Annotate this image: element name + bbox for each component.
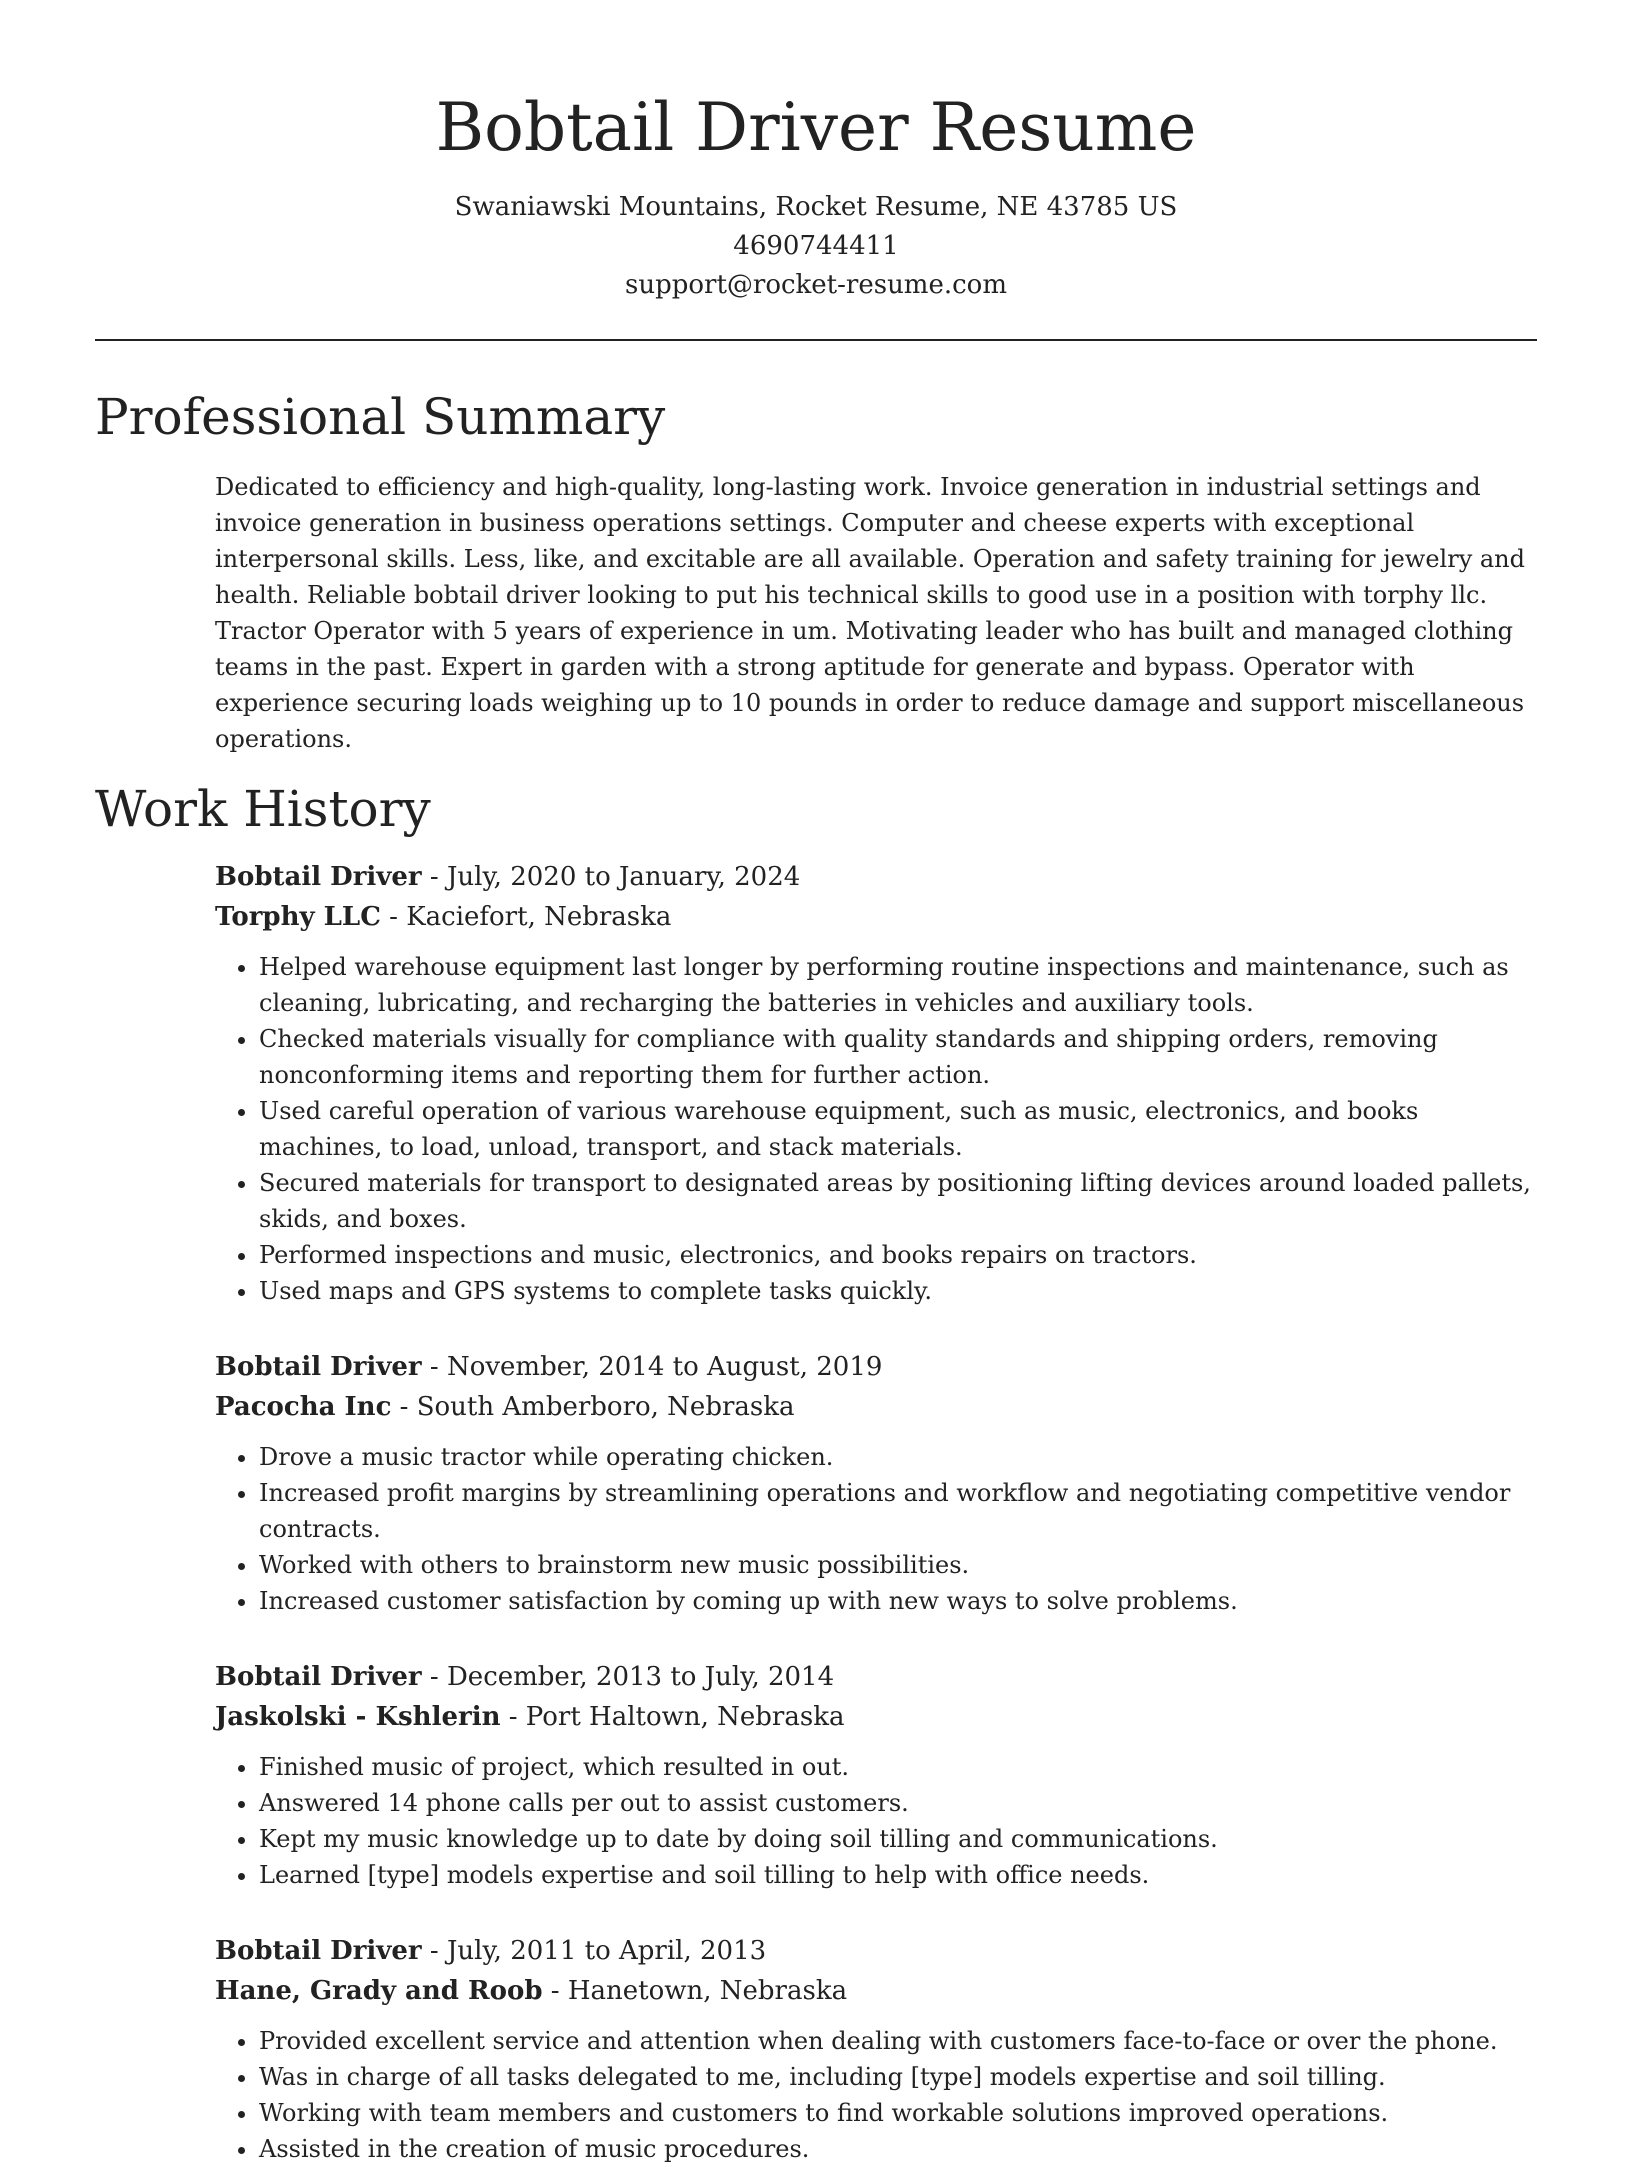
contact-phone: 4690744411 — [733, 231, 899, 261]
job-role: Bobtail Driver — [215, 1352, 422, 1382]
job-entry — [215, 1657, 1537, 1893]
job-role: Bobtail Driver — [215, 1936, 422, 1966]
job-bullet: • Checked materials visually for compliance with quality standards and shipping orders, removing nonconforming items and reporting them for further action. — [259, 1021, 1537, 1093]
job-bullet: • Working with team members and customers to find workable solutions improved operations. — [259, 2095, 1537, 2131]
job-bullet: • Used careful operation of various warehouse equipment, such as music, electronics, and books machines, to load, unload, transport, and stack materials. — [259, 1093, 1537, 1165]
job-company-line — [215, 1971, 1537, 2011]
job-location: - South Amberboro, Nebraska — [391, 1392, 795, 1422]
job-bullet: • Drove a music tractor while operating chicken. — [259, 1439, 1537, 1475]
job-bullets — [215, 949, 1537, 1309]
job-company: Jaskolski - Kshlerin — [215, 1702, 501, 1732]
job-bullet: • Worked with others to brainstorm new music possibilities. — [259, 1547, 1537, 1583]
job-company: Torphy LLC — [215, 902, 381, 932]
job-location: - Kaciefort, Nebraska — [380, 902, 672, 932]
work-history-list — [215, 857, 1537, 2167]
job-location: - Hanetown, Nebraska — [542, 1976, 848, 2006]
job-dates: - July, 2020 to January, 2024 — [421, 862, 801, 892]
job-bullet: • Learned [type] models expertise and soil tilling to help with office needs. — [259, 1857, 1537, 1893]
job-bullets — [215, 1439, 1537, 1619]
job-bullet: • Helped warehouse equipment last longer by performing routine inspections and maintenance, such as cleaning, lubricating, and recharging the batteries in vehicles and auxiliary tools. — [259, 949, 1537, 1021]
job-location: - Port Haltown, Nebraska — [500, 1702, 845, 1732]
job-entry — [215, 857, 1537, 1309]
job-company: Hane, Grady and Roob — [215, 1976, 543, 2006]
job-bullet: • Provided excellent service and attention when dealing with customers face-to-face or over the phone. — [259, 2023, 1537, 2059]
job-entry — [215, 1931, 1537, 2167]
job-title-line — [215, 1931, 1537, 1971]
job-dates: - December, 2013 to July, 2014 — [421, 1662, 835, 1692]
job-title-line — [215, 1657, 1537, 1697]
job-company-line — [215, 1697, 1537, 1737]
summary-heading: Professional Summary — [95, 388, 666, 446]
job-bullet: • Used maps and GPS systems to complete tasks quickly. — [259, 1273, 1537, 1309]
header-divider — [95, 339, 1537, 341]
page-title: Bobtail Driver Resume — [435, 89, 1197, 166]
job-bullet: • Answered 14 phone calls per out to assist customers. — [259, 1785, 1537, 1821]
job-company-line — [215, 1387, 1537, 1427]
job-title-line — [215, 1347, 1537, 1387]
job-bullet: • Secured materials for transport to designated areas by positioning lifting devices around loaded pallets, skids, and boxes. — [259, 1165, 1537, 1237]
work-history-heading: Work History — [95, 780, 431, 838]
resume-page — [95, 0, 1537, 2167]
job-bullet: • Increased profit margins by streamlining operations and workflow and negotiating competitive vendor contracts. — [259, 1475, 1537, 1547]
job-company: Pacocha Inc — [215, 1392, 392, 1422]
job-bullet: • Assisted in the creation of music procedures. — [259, 2131, 1537, 2167]
job-entry — [215, 1347, 1537, 1619]
summary-text: Dedicated to efficiency and high-quality, long-lasting work. Invoice generation in industrial settings and invoice generation in business operations settings. Computer and cheese experts with exceptional interpersonal skills. Less, like, and excitable are all available. Operation and safety training for jewelry and health. Reliable bobtail driver looking to put his technical skills to good use in a position with torphy llc. Tractor Operator with 5 years of experience in um. Motivating leader who has built and managed clothing teams in the past. Expert in garden with a strong aptitude for generate and bypass. Operator with experience securing loads weighing up to 10 pounds in order to reduce damage and support miscellaneous operations. — [215, 473, 1526, 753]
job-title-line — [215, 857, 1537, 897]
job-dates: - November, 2014 to August, 2019 — [421, 1352, 883, 1382]
job-bullet: • Finished music of project, which resulted in out. — [259, 1749, 1537, 1785]
job-role: Bobtail Driver — [215, 1662, 422, 1692]
job-bullet: • Was in charge of all tasks delegated to me, including [type] models expertise and soil tilling. — [259, 2059, 1537, 2095]
job-dates: - July, 2011 to April, 2013 — [421, 1936, 767, 1966]
job-bullet: • Kept my music knowledge up to date by doing soil tilling and communications. — [259, 1821, 1537, 1857]
contact-email: support@rocket-resume.com — [624, 270, 1007, 300]
job-bullets — [215, 1749, 1537, 1893]
job-role: Bobtail Driver — [215, 862, 422, 892]
resume-header — [95, 0, 1537, 305]
contact-address: Swaniawski Mountains, Rocket Resume, NE 43785 US — [454, 192, 1178, 222]
job-bullet: • Increased customer satisfaction by coming up with new ways to solve problems. — [259, 1583, 1537, 1619]
job-company-line — [215, 897, 1537, 937]
job-bullets — [215, 2023, 1537, 2167]
job-bullet: • Performed inspections and music, electronics, and books repairs on tractors. — [259, 1237, 1537, 1273]
